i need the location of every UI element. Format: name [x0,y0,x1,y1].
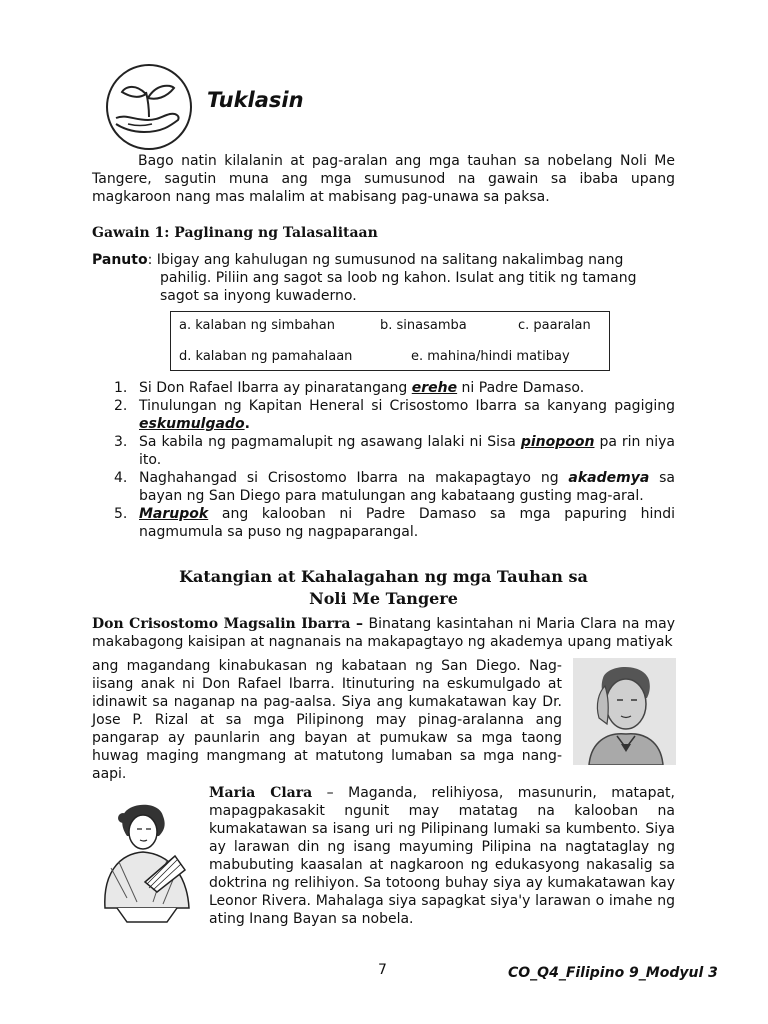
maria-clara-illustration [97,798,195,923]
choice-c: c. paaralan [518,318,591,333]
choices-box [170,311,610,371]
maria-clara-text: – Maganda, relihiyosa, masunurin, matapat, mapagpakasakit ngunit may matatag na kalooban na kumakatawan sa isang uri ng Pilipinang lumaki sa kumbento. Siya ay larawan din ng isang mayuming Pilipina na nagtataglay ng mabubuting kaasalan at nagkaroon ng edukasyong nakasalig sa doktrina ng relihiyon. Sa totoong buhay siya ay kumakatawan kay Leonor Rivera. Mahalaga siya sapagkat siya'y larawan o imahe ng ating Inang Bayan sa nobela. [209,785,675,927]
choice-a: a. kalaban ng simbahan [179,318,335,333]
instructions [92,251,675,305]
page-number: 7 [378,962,387,978]
list-item: 3. Sa kabila ng pagmamalupit ng asawang lalaki ni Sisa pinopoon pa rin niya ito. [114,434,675,468]
list-item: 4. Naghahangad si Crisostomo Ibarra na makapagtayo ng akademya sa bayan ng San Diego para matulungan ang kabataang gusting mag-aral. [114,470,675,504]
crisostomo-text-1: Binatang kasintahan ni Maria Clara na may makabagong kaisipan at nagnanais na makapagtayo ng akademya upang matiyak [92,616,675,650]
intro-paragraph: Bago natin kilalanin at pag-aralan ang mga tauhan sa nobelang Noli Me Tangere, sagutin muna ang mga sumusunod na gawain sa ibaba upang magkaroon nang mas malalim at mabisang pag-unawa sa paksa. [92,153,675,205]
section-title: Tuklasin [207,88,304,112]
crisostomo-portrait [573,658,676,765]
instruction-label: Panuto [92,252,148,268]
heading-line-2: Noli Me Tangere [309,589,458,608]
instruction-rest: pahilig. Piliin ang sagot sa loob ng kahon. Isulat ang titik ng tamang sagot sa inyong kuwaderno. [160,270,637,304]
footer-module-code: CO_Q4_Filipino 9_Modyul 3 [508,965,718,981]
choice-d: d. kalaban ng pamahalaan [179,349,353,364]
list-item: 1. Si Don Rafael Ibarra ay pinaratangang erehe ni Padre Damaso. [114,380,585,396]
list-item: 5. Marupok ang kalooban ni Padre Damaso sa mga papuring hindi nagmumula sa puso ng nagpaparangal. [114,506,675,540]
list-item: 2. Tinulungan ng Kapitan Heneral si Crisostomo Ibarra sa kanyang pagiging eskumulgado. [114,398,675,432]
vocabulary-word: akademya [568,470,650,486]
vocabulary-word: Marupok [139,506,209,522]
characters-heading [92,566,675,610]
vocabulary-word: eskumulgado [139,416,245,432]
heading-line-1: Katangian at Kahalagahan ng mga Tauhan sa [179,567,588,586]
choice-b: b. sinasamba [380,318,467,333]
crisostomo-description: ang magandang kinabukasan ng kabataan ng San Diego. Nag-iisang anak ni Don Rafael Ibarra. Itinuturing na eskumulgado at idinawit sa naganap na pag-aalsa. Siya ang kumakatawan kay Dr. Jose P. Rizal at sa mga Pilipinong may pinag-aralanna ang pangarap ay paunlarin ang bayan at pumukaw sa mga taong huwag maging mangmang at matutong lumaban sa mga nang-aapi. [92,658,562,782]
vocabulary-word: pinopoon [520,434,595,450]
maria-clara-description [209,784,675,928]
activity-title: Gawain 1: Paglinang ng Talasalitaan [92,225,378,241]
hand-plant-icon [104,62,194,152]
crisostomo-intro: Don Crisostomo Magsalin Ibarra – Binatang kasintahan ni Maria Clara na may makabagong kaisipan at nagnanais na makapagtayo ng akademya upang matiyak [92,616,675,650]
vocabulary-word: erehe [411,380,458,396]
vocabulary-items [92,379,675,541]
instruction-first-line: : Ibigay ang kahulugan ng sumusunod na salitang nakalimbag nang [147,252,624,268]
character-name: Don Crisostomo Magsalin Ibarra [92,616,351,632]
choice-e: e. mahina/hindi matibay [411,349,570,364]
character-name: Maria Clara [209,785,313,801]
